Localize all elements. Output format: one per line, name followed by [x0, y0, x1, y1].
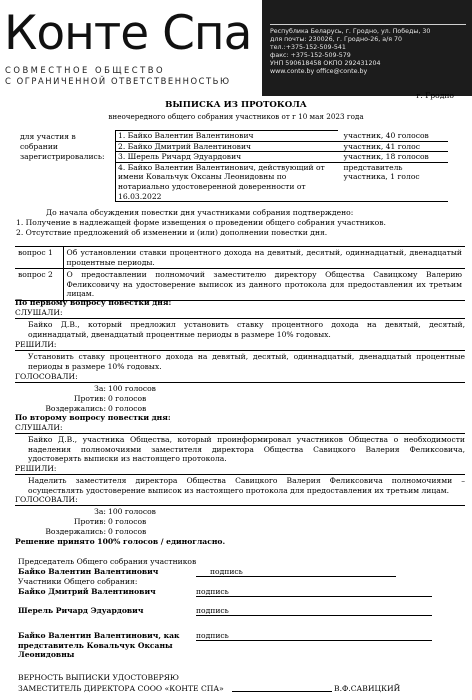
letterhead: [0, 0, 472, 96]
company-logo: Конте Спа: [4, 6, 252, 61]
participant-name: 4. Байко Валентин Валентинович, действующий от имени Ковальчук Оксаны Леонидовны по нотариально удостоверенной доверенности от 16.03.2022: [116, 162, 338, 201]
agenda-table: [15, 246, 465, 301]
vote-abstain-value: 0 голосов: [108, 527, 147, 536]
member-1-name: Байко Дмитрий Валентинович: [18, 587, 156, 596]
certification-line-1: ВЕРНОСТЬ ВЫПИСКИ УДОСТОВЕРЯЮ: [18, 673, 179, 682]
agenda-key: вопрос 1: [15, 247, 63, 269]
registration-label: для участия в собрании зарегистрировались:: [20, 132, 105, 161]
chair-signature: подпись: [210, 567, 243, 576]
q2-decided-text: Наделить заместителя директора Общества Савицкого Валерия Феликсовича полномочиями – осуществлять удостоверение выписок из настоящего протокола для предоставления их третьим лицам.: [28, 476, 465, 495]
member-1-signature: подпись: [196, 587, 229, 596]
contact-block: [262, 0, 472, 96]
participant-votes: участник, 41 голос: [338, 141, 448, 152]
certification-name: В.Ф.САВИЦКИЙ: [334, 684, 401, 693]
member-3-signature: подпись: [196, 631, 229, 640]
divider: [15, 318, 465, 319]
contact-fax: факс: +375-152-509-579: [270, 52, 351, 60]
member-2-signature: подпись: [196, 606, 229, 615]
divider: [15, 474, 465, 475]
table-row: [15, 247, 465, 269]
vote-for-label: За:: [94, 384, 106, 393]
participant-name: 3. Шерель Ричард Эдуардович: [116, 152, 338, 163]
q2-heard-label: СЛУШАЛИ:: [15, 423, 63, 432]
vote-abstain-label: Воздержались:: [45, 404, 106, 413]
contact-ids: УНП 590618458 ОКПО 292431204: [270, 60, 381, 68]
participant-name: 2. Байко Дмитрий Валентинович: [116, 141, 338, 152]
contact-phone: тел.:+375-152-509-541: [270, 44, 346, 52]
contact-web: www.conte.by office@conte.by: [270, 68, 368, 76]
vote-against-value: 0 голосов: [108, 517, 147, 526]
member-2-name: Шерель Ричард Эдуардович: [18, 606, 144, 615]
q1-heard-label: СЛУШАЛИ:: [15, 308, 63, 317]
vote-against-label: Против:: [73, 517, 106, 526]
q2-heading: По второму вопросу повестки дня:: [15, 413, 171, 422]
members-label: Участники Общего собрания:: [18, 577, 138, 586]
participant-votes: представитель участника, 1 голос: [338, 162, 448, 201]
vote-abstain-label: Воздержались:: [45, 527, 106, 536]
divider: [15, 505, 465, 506]
q2-heard-text: Байко Д.В., участника Общества, который проинформировал участников Общества о необходимости наделения полномочиями заместителя директора Общества Савицкого Валерия Феликсовича, удостоверять выписки из настоящего протокола.: [28, 435, 465, 464]
participant-votes: участник, 40 голосов: [338, 131, 448, 142]
q1-decided-text: Установить ставку процентного дохода на девятый, десятый, одиннадцатый, двенадцатый процентные периоды в размере 10% годовых.: [28, 352, 465, 371]
vote-abstain-value: 0 голосов: [108, 404, 147, 413]
signature-line: [196, 596, 432, 597]
q2-voted-label: ГОЛОСОВАЛИ:: [15, 495, 78, 504]
vote-for-value: 100 голосов: [108, 507, 156, 516]
intro-text: До начала обсуждения повестки дня участниками собрания подтверждено:: [46, 208, 354, 217]
contact-address: Республика Беларусь, г. Гродно, ул. Победы, 30: [270, 28, 431, 35]
contact-lines: [270, 28, 430, 77]
signature-line: [196, 576, 396, 577]
q1-decided-label: РЕШИЛИ:: [15, 340, 57, 349]
member-3-name: Байко Валентин Валентинович, как представитель Ковальчук Оксаны Леонидовны: [18, 631, 180, 660]
vote-against-label: Против:: [73, 394, 106, 403]
certification-line-2: ЗАМЕСТИТЕЛЬ ДИРЕКТОРА СООО «КОНТЕ СПА»: [18, 684, 224, 693]
logo-block: [0, 0, 262, 96]
chair-label: Председатель Общего собрания участников: [18, 557, 197, 566]
document-subtitle: внеочередного общего собрания участников от г 10 мая 2023 года: [108, 112, 364, 121]
divider: [15, 382, 465, 383]
table-row: [116, 152, 448, 163]
city: г. Гродно: [416, 91, 454, 100]
logo-tagline-1: СОВМЕСТНОЕ ОБЩЕСТВО: [5, 65, 166, 75]
q1-voted-label: ГОЛОСОВАЛИ:: [15, 372, 78, 381]
agenda-text: О предоставлении полномочий заместителю директору Общества Савицкому Валерию Феликсовичу на удостоверение выписок из данного протокола для предоставления их третьим лицам.: [63, 269, 465, 301]
participant-name: 1. Байко Валентин Валентинович: [116, 131, 338, 142]
document-title: ВЫПИСКА ИЗ ПРОТОКОЛА: [165, 100, 307, 110]
contact-postal: для почты: 230026, г. Гродно-26, а/я 70: [270, 36, 403, 44]
confirmation-2: 2. Отсутствие предложений об изменении и (или) дополнении повестки дня.: [16, 228, 328, 237]
q2-decided-label: РЕШИЛИ:: [15, 464, 57, 473]
signature-line: [196, 615, 432, 616]
participants-table: [115, 130, 448, 202]
certification-signature-line: [232, 691, 332, 692]
table-row: [116, 131, 448, 142]
q1-heading: По первому вопросу повестки дня:: [15, 298, 172, 307]
q1-heard-text: Байко Д.В., который предложил установить ставку процентного дохода на девятый, десятый, одиннадцатый, двенадцатый процентные периоды в размере 10% годовых.: [28, 320, 465, 339]
vote-against-value: 0 голосов: [108, 394, 147, 403]
decision-summary: Решение принято 100% голосов / единогласно.: [15, 537, 226, 546]
signature-line: [196, 640, 432, 641]
contact-divider: [270, 24, 466, 25]
table-row: [15, 269, 465, 301]
chair-name: Байко Валентин Валентинович: [18, 567, 159, 576]
participant-votes: участник, 18 голосов: [338, 152, 448, 163]
vote-for-label: За:: [94, 507, 106, 516]
agenda-text: Об установлении ставки процентного дохода на девятый, десятый, одиннадцатый, двенадцатый процентные периоды.: [63, 247, 465, 269]
confirmation-1: 1. Получение в надлежащей форме извещения о проведении общего собрания участников.: [16, 218, 386, 227]
divider: [15, 433, 465, 434]
divider: [15, 350, 465, 351]
table-row: [116, 162, 448, 201]
agenda-key: вопрос 2: [15, 269, 63, 301]
table-row: [116, 141, 448, 152]
logo-tagline-2: С ОГРАНИЧЕННОЙ ОТВЕТСТВЕННОСТЬЮ: [5, 76, 231, 86]
vote-for-value: 100 голосов: [108, 384, 156, 393]
